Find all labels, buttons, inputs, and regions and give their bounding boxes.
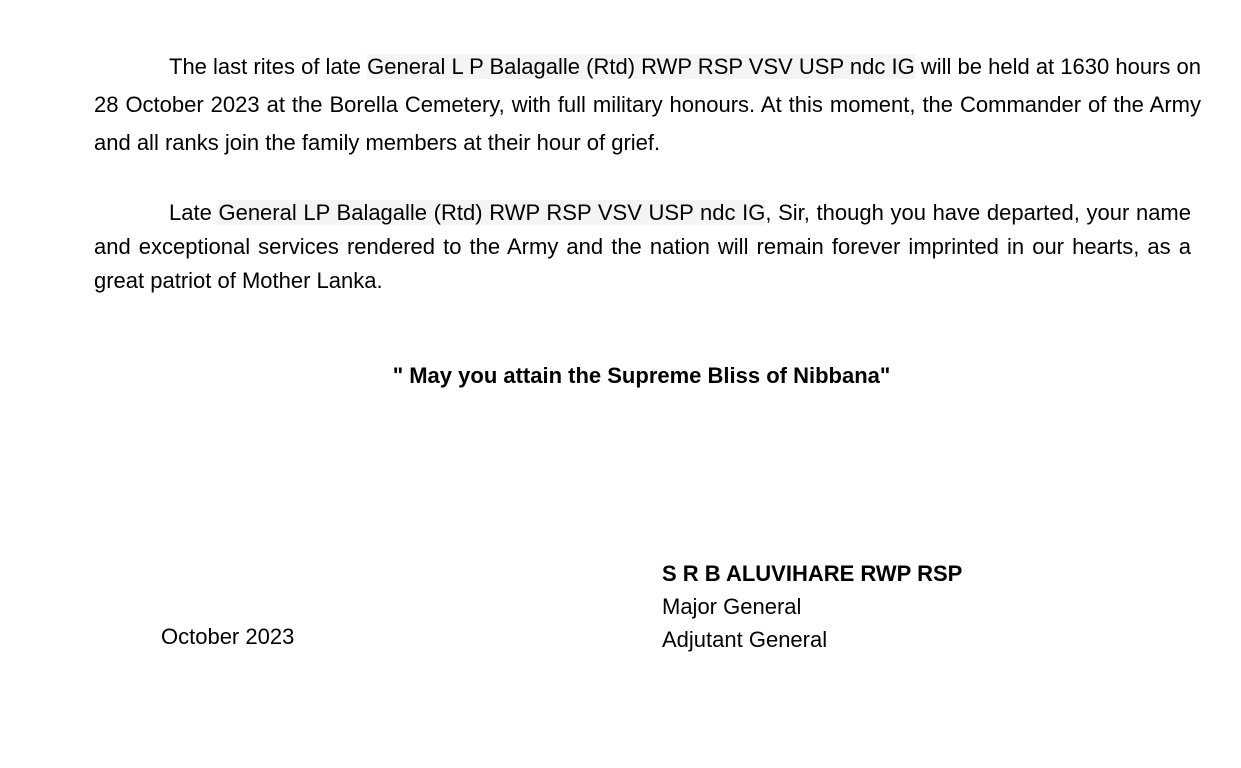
blessing-line: " May you attain the Supreme Bliss of Nibbana": [392, 363, 891, 388]
signature-block: [662, 557, 962, 656]
paragraph1-text-end: will be held at 1630 hours on 28 October 2023 at the Borella Cemetery, with full military honours. At this moment, the Commander of the Army and all ranks join the family members at their hour of grief.: [94, 54, 1201, 155]
signatory-rank: Major General: [662, 594, 802, 619]
signatory-name: S R B ALUVIHARE RWP RSP: [662, 561, 963, 586]
paragraph-last-rites: [94, 48, 1201, 162]
paragraph2-name-highlight: General LP Balagalle (Rtd) RWP RSP VSV USP ndc IG: [218, 200, 766, 225]
paragraph1-text-start: The last rites of late: [169, 54, 368, 79]
signatory-appointment: Adjutant General: [662, 627, 828, 652]
paragraph2-text-start: Late: [169, 200, 219, 225]
date-line: October 2023: [161, 624, 295, 649]
paragraph2-text-end: , Sir, though you have departed, your name and exceptional services rendered to the Army and the nation will remain forever imprinted in our hearts, as a great patriot of Mother Lanka.: [94, 200, 1191, 293]
paragraph-tribute: [94, 196, 1191, 298]
paragraph1-name-highlight: General L P Balagalle (Rtd) RWP RSP VSV USP ndc IG: [367, 54, 915, 79]
